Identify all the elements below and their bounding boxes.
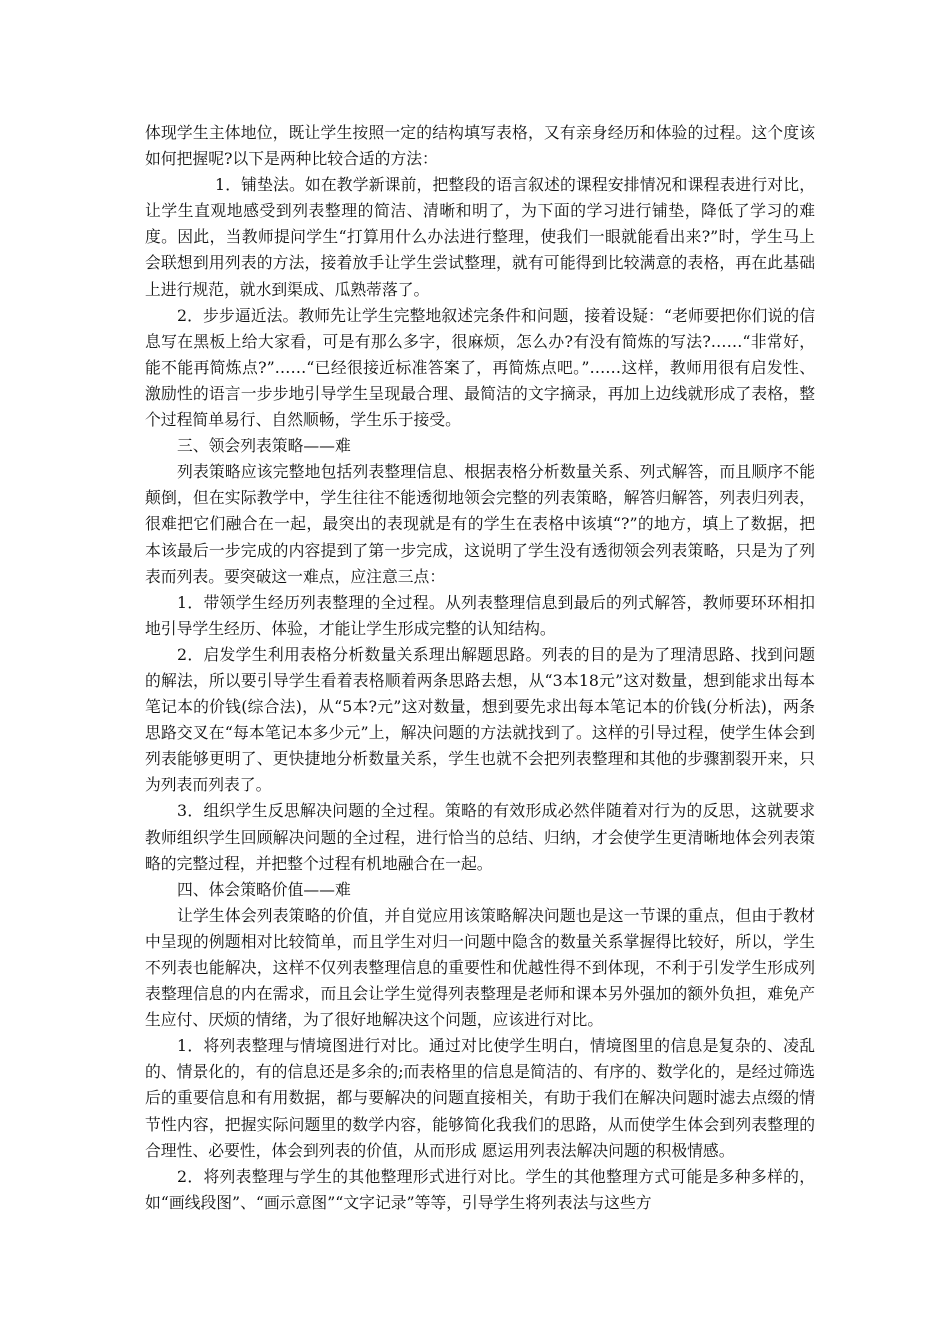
paragraph: 1．带领学生经历列表整理的全过程。从列表整理信息到最后的列式解答，教师要环环相扣地引导学生经历、体验，才能让学生形成完整的认知结构。 — [145, 592, 815, 638]
paragraph: 2．启发学生利用表格分析数量关系理出解题思路。列表的目的是为了理清思路、找到问题的解法，所以要引导学生看着表格顺着两条思路去想，从“3本18元”这对数量，想到能求出每本笔记本的价钱(综合法)，从“5本?元”这对数量，想到要先求出每本笔记本的价钱(分析法)，两条思路交叉在“每本笔记本多少元”上，解决问题的方法就找到了。这样的引导过程，使学生体会到列表能够更明了、更快捷地分析数量关系，学生也就不会把列表整理和其他的步骤割裂开来，只为列表而列表了。 — [145, 644, 815, 795]
paragraph: 让学生体会列表策略的价值，并自觉应用该策略解决问题也是这一节课的重点，但由于教材中呈现的例题相对比较简单，而且学生对归一问题中隐含的数量关系掌握得比较好，所以，学生不列表也能解决，这样不仅列表整理信息的重要性和优越性得不到体现，不利于引发学生形成列表整理信息的内在需求，而且会让学生觉得列表整理是老师和课本另外强加的额外负担，难免产生应付、厌烦的情绪，为了很好地解决这个问题，应该进行对比。 — [145, 905, 815, 1030]
section-heading: 三、领会列表策略——难 — [177, 436, 351, 456]
paragraph: 2．将列表整理与学生的其他整理形式进行对比。学生的其他整理方式可能是多种多样的，如“画线段图”、“画示意图”“文字记录”等等，引导学生将列表法与这些方 — [145, 1166, 815, 1212]
section-heading: 四、体会策略价值——难 — [177, 879, 351, 899]
paragraph: 列表策略应该完整地包括列表整理信息、根据表格分析数量关系、列式解答，而且顺序不能颠倒，但在实际教学中，学生往往不能透彻地领会完整的列表策略，解答归解答，列表归列表，很难把它们融合在一起，最突出的表现就是有的学生在表格中该填“?”的地方，填上了数据，把本该最后一步完成的内容提到了第一步完成，这说明了学生没有透彻领会列表策略，只是为了列表而列表。要突破这一难点，应注意三点： — [145, 462, 815, 586]
paragraph: 2．步步逼近法。教师先让学生完整地叙述完条件和问题，接着设疑：“老师要把你们说的信息写在黑板上给大家看，可是有那么多字，很麻烦，怎么办?有没有简炼的写法?……“非常好，能不能再简炼点?”……“已经很接近标准答案了，再简炼点吧。”……这样，教师用很有启发性、激励性的语言一步步地引导学生呈现最合理、最简洁的文字摘录，再加上边线就形成了表格，整个过程简单易行、自然顺畅，学生乐于接受。 — [145, 305, 815, 430]
paragraph: 3．组织学生反思解决问题的全过程。策略的有效形成必然伴随着对行为的反思，这就要求教师组织学生回顾解决问题的全过程，进行恰当的总结、归纳，才会使学生更清晰地体会列表策略的完整过程，并把整个过程有机地融合在一起。 — [145, 801, 815, 873]
document-body — [145, 120, 815, 1216]
paragraph: 1．将列表整理与情境图进行对比。通过对比使学生明白，情境图里的信息是复杂的、凌乱的、情景化的，有的信息还是多余的;而表格里的信息是简洁的、有序的、数学化的，是经过筛选后的重要信息和有用数据，都与要解决的问题直接相关，有助于我们在解决问题时滤去点缀的情节性内容，把握实际问题里的数学内容，能够简化我我们的思路，从而使学生体会到列表整理的合理性、必要性，体会到列表的价值，从而形成 愿运用列表法解决问题的积极情感。 — [145, 1036, 815, 1160]
paragraph: 体现学生主体地位，既让学生按照一定的结构填写表格，又有亲身经历和体验的过程。这个度该如何把握呢?以下是两种比较合适的方法： — [145, 123, 815, 169]
paragraph: 1．铺垫法。如在教学新课前，把整段的语言叙述的课程安排情况和课程表进行对比，让学生直观地感受到列表整理的简洁、清晰和明了，为下面的学习进行铺垫，降低了学习的难度。因此，当教师提问学生“打算用什么办法进行整理，使我们一眼就能看出来?”时，学生马上会联想到用列表的方法，接着放手让学生尝试整理，就有可能得到比较满意的表格，再在此基础上进行规范，就水到渠成、瓜熟蒂落了。 — [145, 175, 815, 299]
